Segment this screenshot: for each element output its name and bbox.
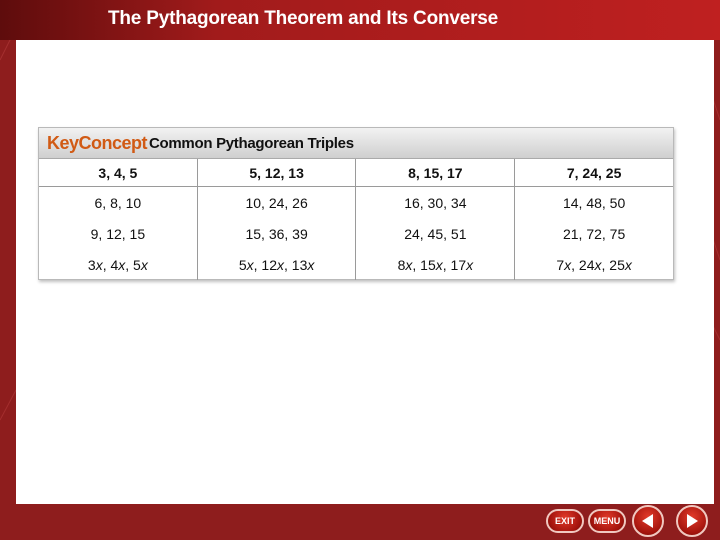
table-cell: 8x, 15x, 17x [356, 249, 515, 280]
table-cell: 10, 24, 26 [197, 187, 356, 219]
key-concept-box [38, 127, 674, 280]
table-row [39, 218, 673, 249]
next-button[interactable] [676, 505, 708, 537]
key-concept-label: KeyConcept [47, 133, 148, 153]
table-row [39, 187, 673, 219]
slide-header [0, 0, 720, 40]
triangle-left-icon [634, 507, 662, 535]
table-cell: 16, 30, 34 [356, 187, 515, 219]
table-cell: 5x, 12x, 13x [197, 249, 356, 280]
table-cell: 24, 45, 51 [356, 218, 515, 249]
table-header-cell: 7, 24, 25 [515, 159, 673, 187]
table-cell: 21, 72, 75 [515, 218, 673, 249]
table-cell: 6, 8, 10 [94, 194, 142, 211]
table-header-cell: 3, 4, 5 [39, 159, 197, 187]
slide-title: The Pythagorean Theorem and Its Converse [108, 8, 499, 29]
table-header-cell: 8, 15, 17 [356, 159, 515, 187]
key-concept-title: Common Pythagorean Triples [149, 135, 354, 152]
table-header-cell: 5, 12, 13 [197, 159, 356, 187]
previous-button[interactable] [632, 505, 664, 537]
exit-button-label: EXIT [554, 516, 575, 526]
exit-button[interactable] [546, 509, 584, 533]
pythagorean-triples-table [39, 159, 673, 280]
menu-button-label: MENU [593, 516, 621, 526]
triangle-right-icon [678, 507, 706, 535]
table-cell: 14, 48, 50 [515, 187, 673, 219]
table-cell: 15, 36, 39 [197, 218, 356, 249]
table-header-row [39, 159, 673, 187]
menu-button[interactable] [588, 509, 626, 533]
table-row [39, 249, 673, 280]
table-cell: 9, 12, 15 [90, 225, 146, 242]
key-concept-header [39, 128, 673, 159]
table-cell: 7x, 24x, 25x [515, 249, 673, 280]
table-cell: 3x, 4x, 5x [87, 256, 148, 273]
